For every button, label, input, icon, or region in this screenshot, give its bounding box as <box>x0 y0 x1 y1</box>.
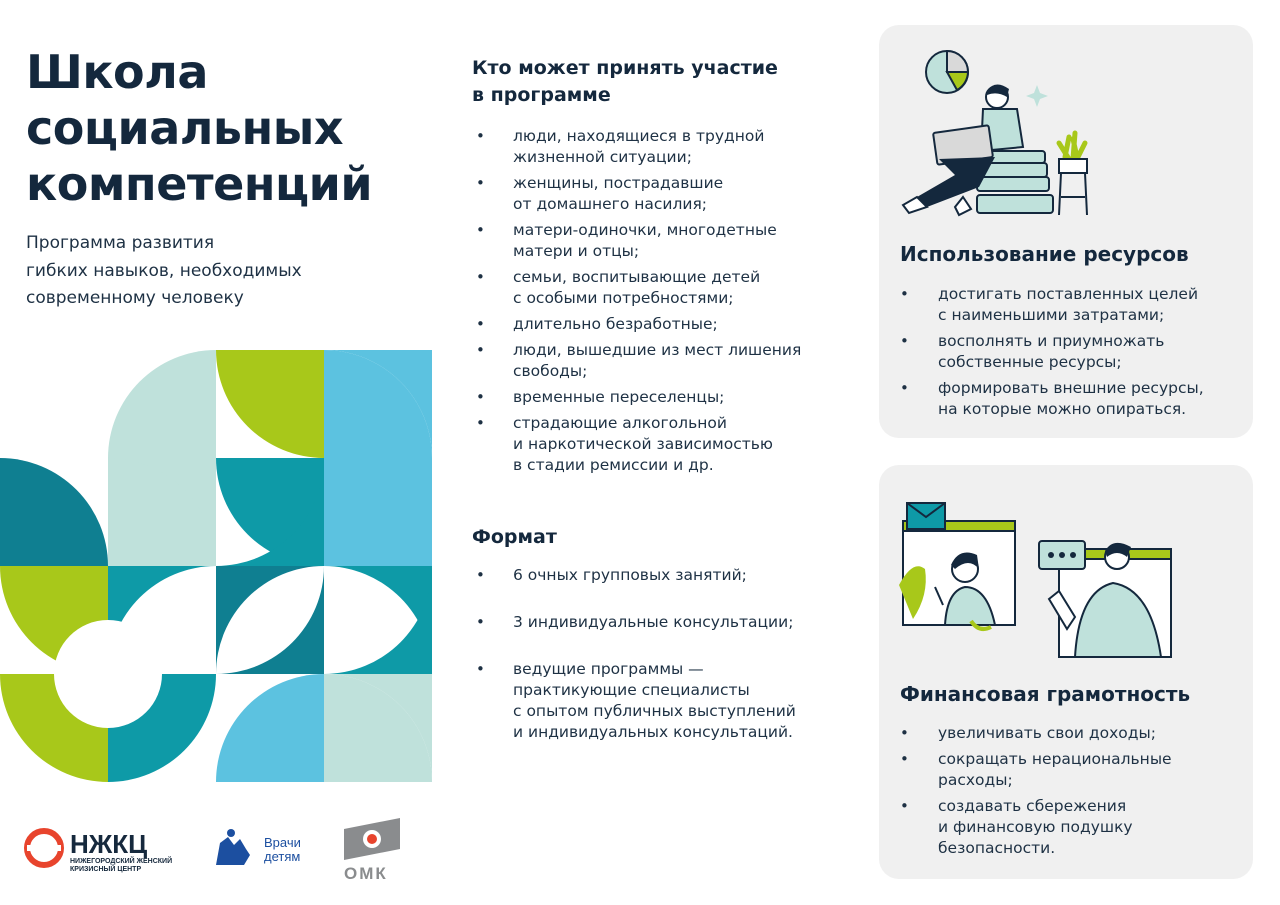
partner-logos <box>24 815 424 885</box>
list-item: • матери-одиночки, многодетные матери и отцы; <box>472 220 832 262</box>
title-line: Школа <box>26 45 208 99</box>
finance-list <box>900 723 1240 864</box>
title-line: компетенций <box>26 157 373 211</box>
list-item: • восполнять и приумножать собственные ресурсы; <box>900 331 1240 373</box>
omk-text: ОМК <box>344 864 388 883</box>
video-call-illustration <box>899 499 1179 659</box>
person-laptop-illustration <box>899 47 1109 222</box>
pattern-cutout <box>54 620 162 728</box>
pattern-shape <box>0 458 108 566</box>
vrachi-line2: детям <box>264 849 301 864</box>
list-item: • создавать сбережения и финансовую подушку безопасности. <box>900 796 1240 859</box>
resources-heading: Использование ресурсов <box>900 242 1189 266</box>
resources-list <box>900 284 1240 425</box>
subtitle-line: современному человеку <box>26 288 244 308</box>
finance-card <box>879 465 1253 879</box>
list-item: • сокращать нерациональные расходы; <box>900 749 1240 791</box>
resources-card <box>879 25 1253 438</box>
list-item: • люди, находящиеся в трудной жизненной ситуации; <box>472 126 832 168</box>
list-item: • люди, вышедшие из мест лишения свободы; <box>472 340 832 382</box>
nzhkc-line2: КРИЗИСНЫЙ ЦЕНТР <box>70 866 142 873</box>
page-title <box>26 44 372 212</box>
list-item: • 3 индивидуальные консультации; <box>472 612 832 633</box>
subtitle-line: гибких навыков, необходимых <box>26 260 302 281</box>
pattern-shape <box>324 458 432 566</box>
list-item: • 6 очных групповых занятий; <box>472 565 832 586</box>
decorative-pattern <box>0 350 432 782</box>
nzhkc-logo <box>27 829 172 873</box>
format-list <box>472 565 832 743</box>
pattern-shape <box>108 350 216 458</box>
list-item: • ведущие программы — практикующие специалисты с опытом публичных выступлений и индивидуальных консультаций. <box>472 659 832 743</box>
who-list <box>472 126 832 476</box>
omk-logo <box>344 818 400 883</box>
list-item: • увеличивать свои доходы; <box>900 723 1240 744</box>
list-item: • страдающие алкогольной и наркотической зависимостью в стадии ремиссии и др. <box>472 413 832 476</box>
format-heading: Формат <box>472 526 557 548</box>
list-item: • достигать поставленных целей с наименьшими затратами; <box>900 284 1240 326</box>
pattern-shape <box>216 674 324 782</box>
title-line: социальных <box>26 101 344 155</box>
page-subtitle <box>26 230 302 313</box>
list-item: • семьи, воспитывающие детей с особыми потребностями; <box>472 267 832 309</box>
list-item: • длительно безработные; <box>472 314 832 335</box>
list-item: • формировать внешние ресурсы, на которые можно опираться. <box>900 378 1240 420</box>
who-section <box>472 55 832 481</box>
who-heading: Кто может принять участие в программе <box>472 57 778 106</box>
subtitle-line: Программа развития <box>26 233 215 253</box>
pattern-shape <box>216 350 324 458</box>
list-item: • временные переселенцы; <box>472 387 832 408</box>
logos-svg <box>24 815 424 885</box>
list-item: • женщины, пострадавшие от домашнего насилия; <box>472 173 832 215</box>
finance-heading: Финансовая грамотность <box>900 682 1191 706</box>
nzhkc-line1: НИЖЕГОРОДСКИЙ ЖЕНСКИЙ <box>70 858 173 865</box>
nzhkc-abbr: НЖКЦ <box>70 829 148 859</box>
vrachi-logo <box>216 829 301 865</box>
vrachi-line1: Врачи <box>264 835 301 850</box>
